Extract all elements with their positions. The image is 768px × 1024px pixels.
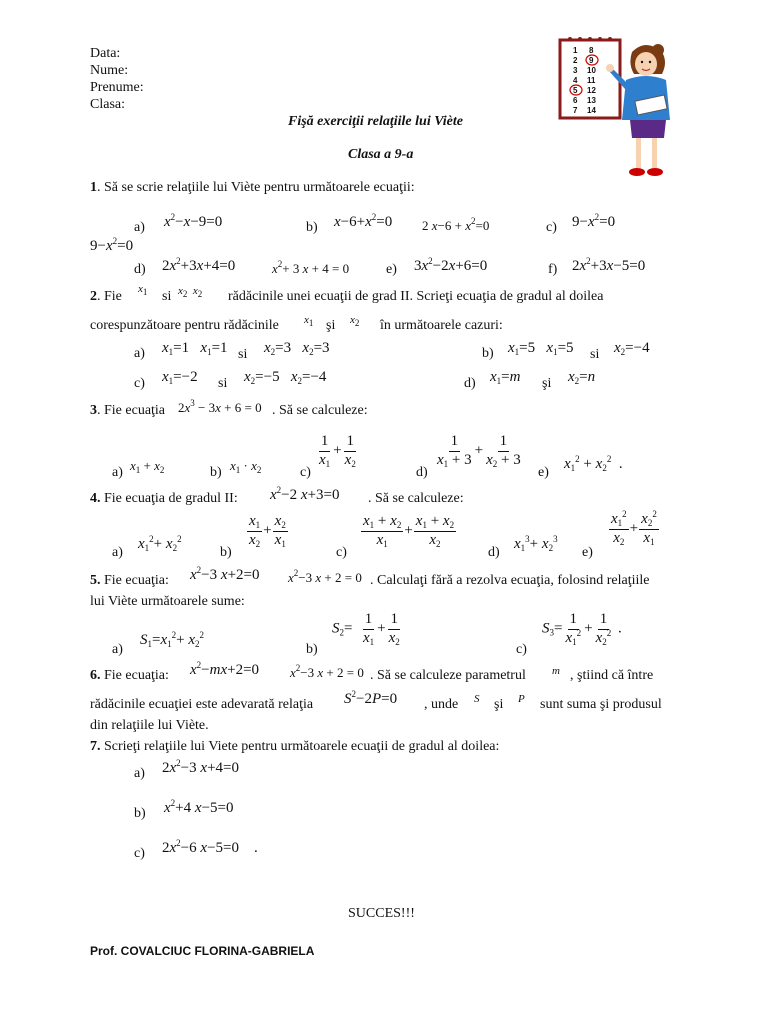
ex7-b: $x^2+4$ x−5=0 [164,798,234,816]
calendar-num: 3 [573,66,578,75]
ex4-label-b: b) [220,545,232,560]
ex5-b: $S_2=$ $\frac{1}{x_1}$ + $\frac{1}{x_2}$ [332,611,400,647]
calendar-num: 11 [587,76,596,85]
ex3-statement-2: . Să se calculeze: [272,403,368,418]
ex2-si-a: si [238,347,248,362]
calendar-num: 1 [573,46,578,55]
ex2-x1: $x_1$ [138,283,148,297]
ex6-statement-6: sunt suma şi produsul [540,697,662,712]
ex6-equation-alt: $x^2-3$ x + 2 = 0 [290,663,364,680]
ex3-label-b: b) [210,465,222,480]
ex1-eq-b-alt: 2 $x-6 + x^2=0$ [422,216,490,233]
ex6-statement-5: , unde [424,697,459,712]
calendar-num: 2 [573,56,578,65]
ex2-b2: $x_2=-4$ [614,340,650,357]
ex5-label-b: b) [306,642,318,657]
ex1-eq-d: $2x^2+3x+4=0$ [162,256,236,274]
ex1-eq-f: $2x^2+3x-5=0$ [572,256,646,274]
ex6-statement-4: rădăcinile ecuaţiei este adevarată relaţia [90,697,314,712]
ex3-d: $\frac{1}{x_1 + 3}$ + $\frac{1}{x_2 + 3}$ [437,433,521,469]
ex6-equation: $x^2-mx+2=0$ [190,660,260,678]
ex6-relation: $S^2-2P=0$ [344,689,398,707]
ex4-label-a: a) [112,545,123,560]
calendar-num: 7 [573,106,578,115]
ex2-label-d: d) [464,376,476,391]
ex2-a: $x_1=1$ $x_1=1$ [162,340,228,357]
ex5-equation-alt: $x^2-3$ x + 2 = 0 [288,568,362,585]
ex1-label-e: e) [386,262,397,277]
ex4-statement-1: 4. Fie ecuaţia de gradul II: [90,491,238,506]
ex2-x2: $x_2$ $x_2$ [178,285,203,299]
ex1-eq-c-alt: $9-x^2=0$ [90,236,134,254]
calendar-num: 6 [573,96,578,105]
ex5-statement-2: . Calculaţi fără a rezolva ecuaţia, folosind relaţiile [370,573,650,588]
ex2-x1b: $x_1$ [304,314,314,328]
ex2-d: $x_1=m$ [490,369,521,386]
ex3-a: $x_1 + x_2$ [130,458,165,475]
calendar-num: 13 [587,96,596,105]
ex3-label-d: d) [416,465,428,480]
ex7-label-a: a) [134,766,145,781]
ex2-label-b: b) [482,346,494,361]
succes-text: SUCCES!!! [348,906,415,921]
ex2-x2b: $x_2$ [350,314,360,328]
ex6-m: m [552,665,560,677]
ex7-a: $2x^2-3$ x+4=0 [162,758,239,776]
ex4-b: $\frac{x_1}{x_2}$ + $\frac{x_2}{x_1}$ [249,513,286,549]
ex4-a: $x_1^2+ x_2^2$ [138,534,182,553]
ex2-statement-1: 2. Fie [90,289,122,304]
calendar-num: 4 [573,76,578,85]
calendar-num: 12 [587,86,596,95]
ex2-d2: $x_2=n$ [568,369,596,386]
calendar-num: 10 [587,66,596,75]
data-label: Data: [90,46,121,61]
ex6-statement-3: , ştiind că între [570,668,654,683]
ex1-eq-a: $x^2-x-9=0$ [164,212,223,230]
ex4-c: $\frac{x_1 + x_2}{x_1}$ + $\frac{x_1 + x_2}{x_2}$ [363,513,455,549]
page-title: Fişă exerciţii relaţiile lui Viète [288,114,463,129]
ex1-eq-b: $x-6+x^2=0$ [334,212,393,230]
ex7-label-c: c) [134,846,145,861]
ex1-label-d: d) [134,262,146,277]
ex3-equation: $2x^3 - 3x + 6 = 0$ [178,398,262,415]
ex5-a: $S_1=x_1^2+ x_2^2$ [140,630,205,649]
prenume-label: Prenume: [90,80,144,95]
ex2-si2: şi [326,318,336,333]
ex6-statement-7: din relaţiile lui Viète. [90,718,209,733]
ex1-label-f: f) [548,262,558,277]
ex6-statement-2: . Să se calculeze parametrul [370,668,526,683]
ex5-c: $S_3=$ $\frac{1}{x_1^2}$ + $\frac{1}{x_2^2}$ . [542,611,622,647]
ex2-b: $x_1=5$ $x_1=5$ [508,340,574,357]
ex1-eq-d-alt: $x^2+ 3$ x + 4 = 0 [272,259,350,276]
calendar-num: 14 [587,106,596,115]
ex5-equation: $x^2-3$ x+2=0 [190,565,260,583]
ex3-label-c: c) [300,465,311,480]
ex3-e: $x_1^2 + x_2^2$ . [564,454,623,473]
author: Prof. COVALCIUC FLORINA-GABRIELA [90,944,315,958]
ex2-si: si [162,289,172,304]
calendar-num: 9 [589,56,594,65]
ex5-label-c: c) [516,642,527,657]
ex4-label-d: d) [488,545,500,560]
ex4-d: $x_1^3+ x_2^3$ [514,534,558,553]
ex3-b: $x_1 \cdot x_2$ [230,458,262,475]
ex4-e: $\frac{x_1^2}{x_2}$ + $\frac{x_2^2}{x_1}$ [611,509,657,547]
ex2-statement-4: în următoarele cazuri: [380,318,503,333]
ex2-si-d: şi [542,376,552,391]
ex1-statement: 1. Să se scrie relaţiile lui Viète pentru următoarele ecuaţii: [90,180,415,195]
ex2-c2: $x_2=-5$ $x_2=-4$ [244,369,327,386]
ex2-si-b: si [590,347,600,362]
ex3-label-a: a) [112,465,123,480]
ex2-label-c: c) [134,376,145,391]
ex4-label-c: c) [336,545,347,560]
ex1-eq-e: $3x^2-2x+6=0$ [414,256,488,274]
ex5-statement-1: 5. Fie ecuaţia: [90,573,169,588]
calendar-num: 5 [573,86,578,95]
ex2-si-c: si [218,376,228,391]
ex2-statement-3: corespunzătoare pentru rădăcinile [90,318,279,333]
ex7-c: $2x^2-6$ x−5=0 . [162,838,258,856]
ex2-c: $x_1=-2$ [162,369,198,386]
ex1-label-a: a) [134,220,145,235]
ex2-label-a: a) [134,346,145,361]
calendar-num: 8 [589,46,594,55]
ex5-statement-3: lui Viète următoarele sume: [90,594,245,609]
ex3-label-e: e) [538,465,549,480]
ex6-S: S [474,693,480,705]
teacher-illustration [554,36,682,188]
ex2-a2: $x_2=3$ $x_2=3$ [264,340,330,357]
ex7-label-b: b) [134,806,146,821]
ex3-statement-1: 3. Fie ecuaţia [90,403,166,418]
ex6-P: P [518,693,525,705]
ex6-si: şi [494,697,504,712]
ex1-eq-c: $9-x^2=0$ [572,212,616,230]
ex2-statement-2: rădăcinile unei ecuaţii de grad II. Scrieţi ecuaţia de gradul al doilea [228,289,604,304]
ex4-label-e: e) [582,545,593,560]
ex5-label-a: a) [112,642,123,657]
ex1-label-c: c) [546,220,557,235]
clasa-label: Clasa: [90,97,125,112]
ex4-statement-2: . Să se calculeze: [368,491,464,506]
ex7-statement: 7. Scrieţi relaţiile lui Viete pentru următoarele ecuaţii de gradul al doilea: [90,739,500,754]
ex3-c: $\frac{1}{x_1}$ + $\frac{1}{x_2}$ [319,433,356,469]
ex6-statement-1: 6. Fie ecuaţia: [90,668,169,683]
page-subtitle: Clasa a 9-a [348,147,414,162]
ex4-equation: $x^2-2$ x+3=0 [270,485,340,503]
nume-label: Nume: [90,63,129,78]
ex1-label-b: b) [306,220,318,235]
